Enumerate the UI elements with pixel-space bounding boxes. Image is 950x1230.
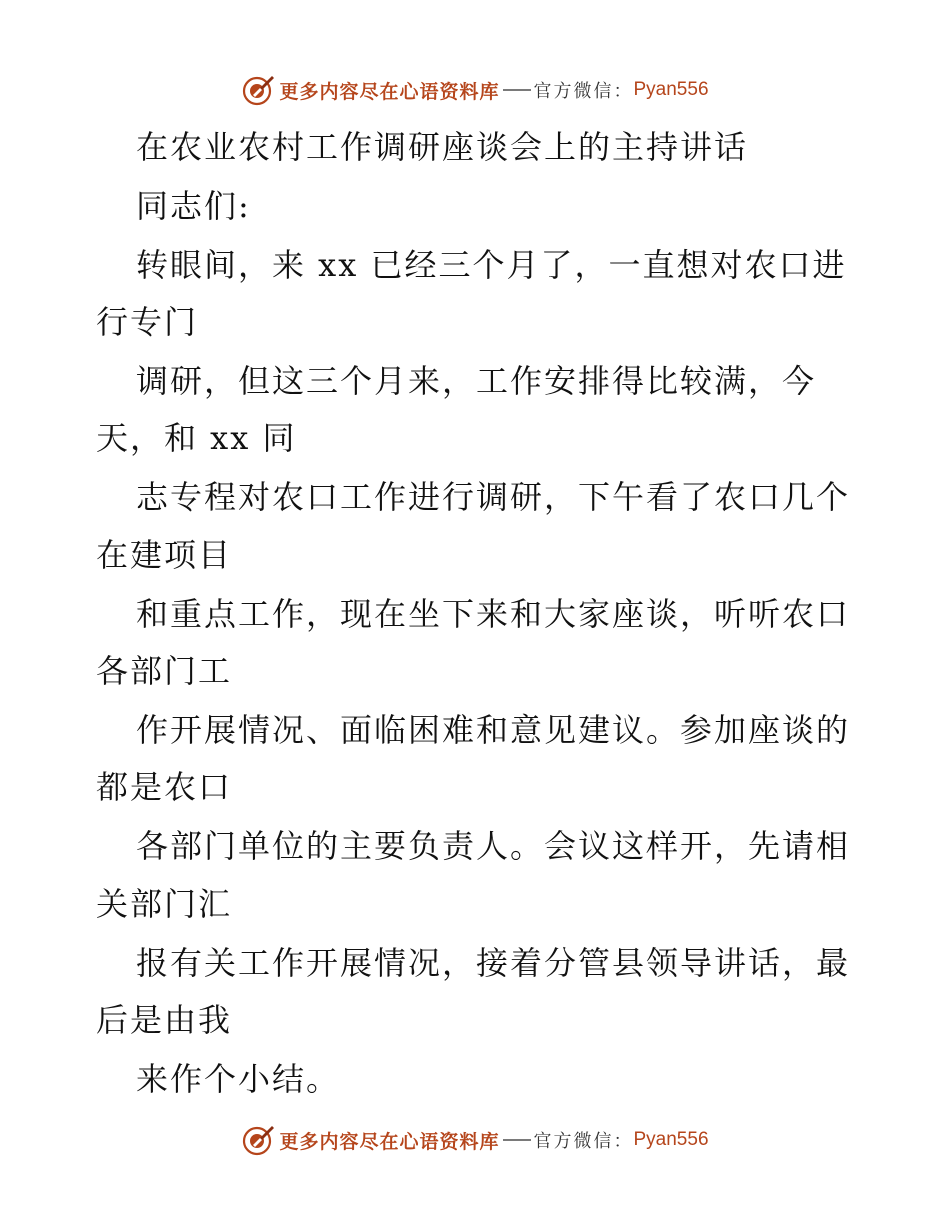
header-dash — [503, 89, 531, 91]
footer-wechat-label: 官方微信： — [533, 1131, 634, 1152]
paragraph-line: 报有关工作开展情况，接着分管县领导讲话，最 — [136, 944, 851, 982]
paragraph-line: 天，和 xx 同 — [96, 419, 297, 457]
paragraph-line: 志专程对农口工作进行调研，下午看了农口几个 — [136, 478, 851, 516]
pen-logo-icon — [241, 73, 275, 107]
paragraph-line: 转眼间，来 xx 已经三个月了，一直想对农口进 — [136, 246, 847, 284]
footer-wechat-id: Pyan556 — [633, 1129, 709, 1150]
header-wechat-id: Pyan556 — [633, 79, 709, 100]
header-wechat-label: 官方微信： — [533, 81, 634, 102]
paragraph-line: 来作个小结。 — [136, 1060, 341, 1098]
document-title: 在农业农村工作调研座谈会上的主持讲话 — [136, 128, 749, 166]
footer-site-text: 更多内容尽在心语资料库 — [279, 1130, 500, 1153]
salutation: 同志们: — [136, 187, 251, 225]
header-site-text: 更多内容尽在心语资料库 — [279, 80, 500, 103]
paragraph-line: 各部门单位的主要负责人。会议这样开，先请相 — [136, 827, 851, 865]
header-banner — [0, 70, 950, 110]
paragraph-line: 在建项目 — [96, 536, 233, 574]
paragraph-line: 行专门 — [96, 303, 199, 341]
paragraph-line: 后是由我 — [96, 1001, 233, 1039]
footer-dash — [503, 1139, 531, 1141]
paragraph-line: 关部门汇 — [96, 885, 233, 923]
paragraph-line: 各部门工 — [96, 652, 233, 690]
paragraph-line: 调研，但这三个月来，工作安排得比较满，今 — [136, 362, 817, 400]
pen-logo-icon — [241, 1123, 275, 1157]
footer-banner — [0, 1120, 950, 1160]
paragraph-line: 和重点工作，现在坐下来和大家座谈，听听农口 — [136, 595, 851, 633]
paragraph-line: 都是农口 — [96, 768, 233, 806]
paragraph-line: 作开展情况、面临困难和意见建议。参加座谈的 — [136, 711, 851, 749]
